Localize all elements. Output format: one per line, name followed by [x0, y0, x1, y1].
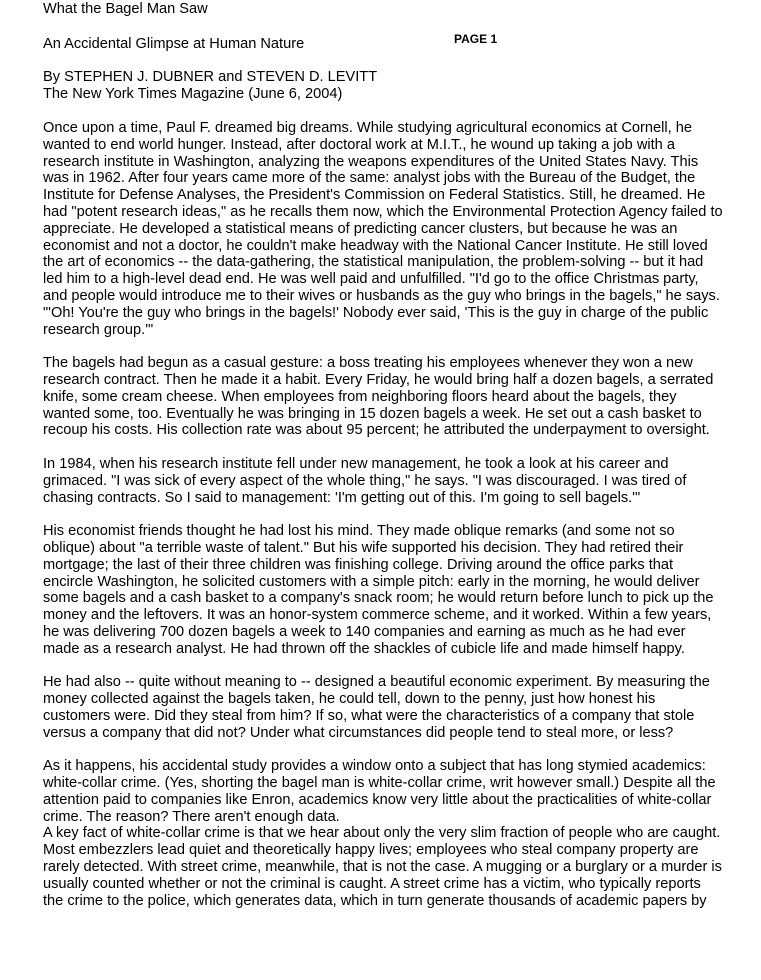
text-line: chasing contracts. So I said to management: 'I'm getting out of this. I'm going to sell bagels.'" [43, 489, 641, 506]
article-body [43, 120, 743, 926]
text-line: oblique) about "a terrible waste of talent." But his wife supported his decision. They had retired their [43, 539, 684, 556]
text-line: attention paid to companies like Enron, academics know very little about the practicalities of white-collar [43, 791, 712, 808]
article-subtitle: An Accidental Glimpse at Human Nature [43, 36, 305, 52]
text-line: customers were. Did they steal from him? If so, what were the characteristics of a company that stole [43, 707, 695, 724]
paragraph [43, 758, 743, 825]
paragraph [43, 523, 743, 657]
text-line: research group.'" [43, 321, 154, 338]
text-line: Most embezzlers lead quiet and theoretically happy lives; employees who steal company property are [43, 842, 699, 859]
text-line: research institute in Washington, analyzing the weapons expenditures of the United States Navy. This [43, 153, 699, 170]
text-line: encircle Washington, he solicited customers with a simple pitch: early in the morning, he would deliver [43, 573, 700, 590]
text-line: knife, some cream cheese. When employees from neighboring floors heard about the bagels, they [43, 388, 677, 405]
text-line: The bagels had begun as a casual gesture: a boss treating his employees whenever they won a new [43, 355, 693, 372]
text-line: and people would introduce me to their wives or husbands as the guy who brings in the bagels," he says. [43, 287, 720, 304]
text-line: the art of economics -- the data-gathering, the statistical manipulation, the problem-solving -- but it had [43, 254, 704, 271]
text-line: white-collar crime. (Yes, shorting the bagel man is white-collar crime, writ however small.) Despite all the [43, 775, 716, 792]
paragraph [43, 120, 743, 338]
text-line: some bagels and a cash basket to a company's snack room; he would return before lunch to pick up the [43, 590, 714, 607]
text-line: wanted some, too. Eventually he was bringing in 15 dozen bagels a week. He set out a cash basket to [43, 405, 702, 422]
text-line: As it happens, his accidental study provides a window onto a subject that has long stymied academics: [43, 758, 706, 775]
text-line: mortgage; the last of their three children was finishing college. Driving around the office parks that [43, 556, 674, 573]
text-line: led him to a high-level dead end. He was well paid and unfulfilled. "I'd go to the office Christmas party, [43, 271, 699, 288]
text-line: Once upon a time, Paul F. dreamed big dreams. While studying agricultural economics at Cornell, he [43, 120, 692, 136]
article-byline: By STEPHEN J. DUBNER and STEVEN D. LEVITT [43, 69, 378, 85]
text-line: made as a research analyst. He had thrown off the shackles of cubicle life and made himself happy. [43, 640, 685, 657]
paragraph [43, 456, 743, 506]
paragraph [43, 825, 743, 909]
text-line: Institute for Defense Analyses, the President's Commission on Federal Statistics. Still, he dreamed. He [43, 187, 706, 204]
text-line: A key fact of white-collar crime is that we hear about only the very slim fraction of people who are caught. [43, 825, 721, 842]
text-line: had "potent research ideas," as he recalls them now, which the Environmental Protection Agency failed to [43, 203, 723, 220]
page-label: PAGE 1 [454, 32, 498, 46]
text-line: money collected against the bagels taken, he could tell, down to the penny, just how honest his [43, 691, 656, 708]
text-line: was in 1962. After four years came more of the same: analyst jobs with the Bureau of the Budget, the [43, 170, 696, 187]
article-title: What the Bagel Man Saw [43, 1, 208, 17]
paragraph [43, 355, 743, 439]
text-line: grimaced. "I was sick of every aspect of the whole thing," he says. "I was discouraged. I was tired of [43, 472, 687, 489]
publication-info: The New York Times Magazine (June 6, 2004) [43, 86, 343, 102]
text-line: crime. The reason? There aren't enough data. [43, 808, 340, 825]
text-line: research contract. Then he made it a habit. Every Friday, he would bring half a dozen bagels, a serrated [43, 371, 714, 388]
text-line: "'Oh! You're the guy who brings in the bagels!' Nobody ever said, 'This is the guy in charge of the public [43, 304, 709, 321]
text-line: money and the leftovers. It was an honor-system commerce scheme, and it worked. Within a few years, [43, 607, 712, 624]
text-line: In 1984, when his research institute fell under new management, he took a look at his career and [43, 455, 669, 472]
text-line: recoup his costs. His collection rate was about 95 percent; he attributed the underpayment to oversight. [43, 422, 710, 439]
text-line: appreciate. He developed a statistical means of predicting cancer clusters, but because he was an [43, 220, 678, 237]
text-line: wanted to end world hunger. Instead, after doctoral work at M.I.T., he wound up taking a job with a [43, 136, 675, 153]
text-line: the crime to the police, which generates data, which in turn generate thousands of academic papers by [43, 892, 707, 909]
text-line: economist and not a doctor, he couldn't make headway with the National Cancer Institute. He still loved [43, 237, 708, 254]
text-line: versus a company that did not? Under what circumstances did people tend to steal more, or less? [43, 724, 674, 741]
text-line: rarely detected. With street crime, meanwhile, that is not the case. A mugging or a burglary or a murder is [43, 859, 722, 876]
text-line: He had also -- quite without meaning to -- designed a beautiful economic experiment. By measuring the [43, 674, 710, 691]
paragraph [43, 674, 743, 741]
text-line: he was delivering 700 dozen bagels a week to 140 companies and earning as much as he had ever [43, 623, 686, 640]
text-line: usually counted whether or not the criminal is caught. A street crime has a victim, who typically reports [43, 875, 701, 892]
text-line: His economist friends thought he had lost his mind. They made oblique remarks (and some not so [43, 523, 675, 540]
